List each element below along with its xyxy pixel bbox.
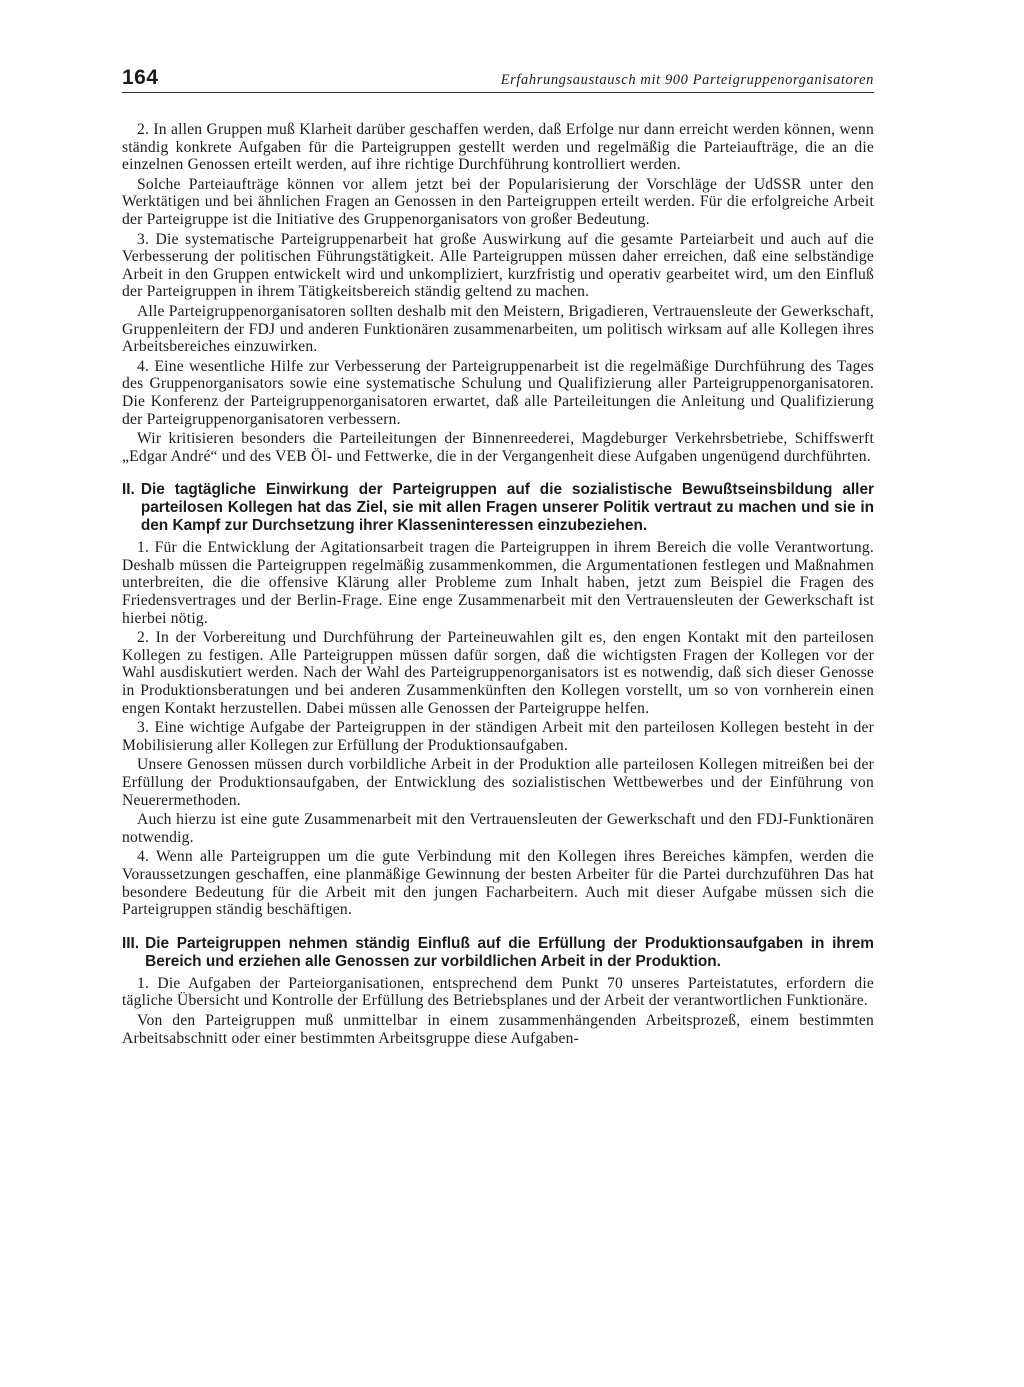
paragraph: Solche Parteiaufträge können vor allem jetzt bei der Popularisierung der Vorschläge der UdSSR unter den Werktätigen und bei ähnlichen Fragen an Genossen in den Parteigruppen erteilt werden. Für die erfolgreiche Arbeit der Parteigruppe ist die Initiative des Gruppenorganisators von großer Bedeutung.: [122, 175, 874, 228]
section-numeral: II.: [122, 481, 135, 499]
running-header: [122, 66, 874, 93]
paragraph: 3. Die systematische Parteigruppenarbeit hat große Auswirkung auf die gesamte Parteiarbeit und auch auf die Verbesserung der politischen Führungstätigkeit. Alle Parteigruppen müssen daher erreichen, daß eine selbständige Arbeit in den Gruppen entwickelt wird und unkompliziert, kurzfristig und operativ gearbeitet wird, um den Einfluß der Parteigruppen in ihrem Tätigkeitsbereich ständig geltend zu machen.: [122, 230, 874, 301]
paragraph: Wir kritisieren besonders die Parteileitungen der Binnenreederei, Magdeburger Verkehrsbetriebe, Schiffswerft „Edgar André“ und des VEB Öl- und Fettwerke, die in der Vergangenheit diese Aufgaben ungenügend durchführten.: [122, 430, 874, 465]
paragraph: 1. Für die Entwicklung der Agitationsarbeit tragen die Parteigruppen in ihrem Bereich die volle Verantwortung. Deshalb müssen die Parteigruppen regelmäßig zusammenkommen, die Argumentationen festlegen und Maßnahmen unterbreiten, die die offensive Klärung aller Probleme zum Inhalt haben, jetzt zum Beispiel die Fragen des Friedensvertrages und der Berlin-Frage. Eine enge Zusammenarbeit mit den Vertrauensleuten der Gewerkschaft ist hierbei nötig.: [122, 539, 874, 627]
page-body: [122, 121, 874, 1047]
paragraph: 2. In allen Gruppen muß Klarheit darüber geschaffen werden, daß Erfolge nur dann erreicht werden können, wenn ständig konkrete Aufgaben für die Parteigruppen gestellt werden und regelmäßig die Parteiaufträge, die an die einzelnen Genossen erteilt werden, auf ihre richtige Durchführung kontrolliert werden.: [122, 121, 874, 174]
section-numeral: III.: [122, 934, 140, 952]
paragraph: 4. Eine wesentliche Hilfe zur Verbesserung der Parteigruppenarbeit ist die regelmäßige Durchführung des Tages des Gruppenorganisators sowie eine systematische Schulung und Qualifizierung aller Parteigruppenorganisatoren. Die Konferenz der Parteigruppenorganisatoren erwartet, daß alle Parteileitungen die Anleitung und Qualifizierung der Parteigruppenorganisatoren verbessern.: [122, 357, 874, 428]
paragraph: Unsere Genossen müssen durch vorbildliche Arbeit in der Produktion alle parteilosen Kollegen mitreißen bei der Erfüllung der Produktionsaufgaben, der Entwicklung des sozialistischen Wettbewerbes und der Einführung von Neuerermethoden.: [122, 756, 874, 809]
paragraph: Auch hierzu ist eine gute Zusammenarbeit mit den Vertrauensleuten der Gewerkschaft und den FDJ-Funktionären notwendig.: [122, 811, 874, 846]
paragraph: 4. Wenn alle Parteigruppen um die gute Verbindung mit den Kollegen ihres Bereiches kämpfen, werden die Voraussetzungen geschaffen, eine planmäßige Gewinnung der besten Arbeiter für die Partei durchzuführen Das hat besondere Bedeutung für die Arbeit mit den jungen Facharbeitern. Auch mit dieser Aufgabe müssen sich die Parteigruppen ständig beschäftigen.: [122, 848, 874, 919]
page-number: 164: [122, 66, 159, 89]
paragraph: 2. In der Vorbereitung und Durchführung der Parteineuwahlen gilt es, den engen Kontakt mit den parteilosen Kollegen zu festigen. Alle Parteigruppen müssen dafür sorgen, daß die wichtigsten Fragen der Kollegen vor der Wahl ausdiskutiert werden. Nach der Wahl des Parteigruppenorganisators ist es notwendig, daß sich dieser Genosse in Produktionsberatungen und bei anderen Zusammenkünften den Kollegen vorstellt, um so von vornherein einen engen Kontakt herzustellen. Dabei müssen alle Genossen der Parteigruppe helfen.: [122, 629, 874, 717]
paragraph: Von den Parteigruppen muß unmittelbar in einem zusammenhängenden Arbeitsprozeß, einem bestimmten Arbeitsabschnitt oder einer bestimmten Arbeitsgruppe diese Aufgaben-: [122, 1011, 874, 1047]
section-heading-iii: [122, 935, 874, 971]
section-heading-ii: [122, 481, 874, 535]
section-heading-text: Die Parteigruppen nehmen ständig Einfluß auf die Erfüllung der Produktionsaufgaben in ihrem Bereich und erziehen alle Genossen zur vorbildlichen Arbeit in der Produktion.: [145, 934, 874, 970]
paragraph: Alle Parteigruppenorganisatoren sollten deshalb mit den Meistern, Brigadieren, Vertrauensleute der Gewerkschaft, Gruppenleitern der FDJ und anderen Funktionären zusammenarbeiten, um politisch wirksam auf alle Kollegen ihres Arbeitsbereiches einzuwirken.: [122, 302, 874, 356]
paragraph: 3. Eine wichtige Aufgabe der Parteigruppen in der ständigen Arbeit mit den parteilosen Kollegen besteht in der Mobilisierung aller Kollegen zur Erfüllung der Produktionsaufgaben.: [122, 719, 874, 754]
paragraph: 1. Die Aufgaben der Parteiorganisationen, entsprechend dem Punkt 70 unseres Parteistatutes, erfordern die tägliche Übersicht und Kontrolle der Erfüllung des Betriebsplanes und der Arbeit der verantwortlichen Funktionäre.: [122, 974, 874, 1010]
section-heading-text: Die tagtägliche Einwirkung der Parteigruppen auf die sozialistische Bewußtseinsbildung aller parteilosen Kollegen hat das Ziel, sie mit allen Fragen unserer Politik vertraut zu machen und sie in den Kampf zur Durchsetzung ihrer Klasseninteressen einzubeziehen.: [140, 481, 874, 535]
running-title: Erfahrungsaustausch mit 900 Parteigruppenorganisatoren: [500, 72, 874, 88]
